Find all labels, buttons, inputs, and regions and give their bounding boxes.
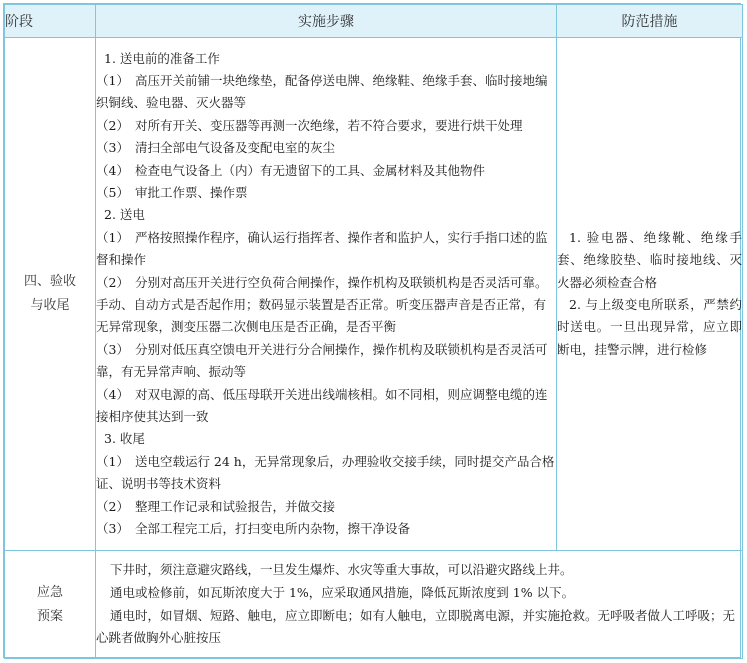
measures-cell-acceptance [557, 38, 743, 551]
item-number: （1） [96, 72, 129, 88]
emergency-paragraph: 通电或检修前，如瓦斯浓度大于 1%，应采取通风措施，降低瓦斯浓度到 1% 以下。 [110, 584, 575, 600]
item-text: 分别对高压开关进行空负荷合闸操作，操作机构及联锁机构是否灵活可靠。手动、自动方式是否起作用；数码显示装置是否正常。听变压器声音是否正常，有无异常现象，测变压器二次侧电压是否正确，是否平衡 [96, 274, 548, 335]
stage-label-line1: 四、验收 [23, 274, 76, 289]
item-text: 严格按照操作程序，确认运行指挥者、操作者和监护人，实行手指口述的监督和操作 [96, 229, 548, 268]
list-item [96, 227, 556, 272]
list-item [96, 70, 556, 115]
header-measures: 防范措施 [557, 5, 743, 38]
item-text: 对所有开关、变压器等再测一次绝缘，若不符合要求，要进行烘干处理 [134, 117, 523, 133]
stage-cell-emergency [5, 551, 96, 659]
emergency-plan-cell [96, 551, 743, 659]
section-title: 3. 收尾 [104, 431, 145, 447]
procedure-grid [4, 4, 743, 659]
stage-label-line2: 与收尾 [30, 298, 70, 313]
item-text: 审批工作票、操作票 [134, 184, 248, 200]
item-text: 整理工作记录和试验报告，并做交接 [134, 498, 335, 514]
section-title: 2. 送电 [104, 207, 145, 223]
list-item [96, 384, 556, 429]
item-text: 送电空载运行 24 h，无异常现象后，办理验收交接手续，同时提交产品合格证、说明书等技术资料 [96, 453, 555, 492]
list-item [96, 272, 556, 339]
stage-label-line1: 应急 [36, 584, 63, 600]
item-text: 高压开关前铺一块绝缘垫，配备停送电牌、绝缘鞋、绝缘手套、临时接地编织铜线、验电器、灭火器等 [96, 72, 548, 111]
item-number: （2） [96, 274, 129, 290]
section-title: 1. 送电前的准备工作 [104, 50, 220, 66]
list-item [96, 160, 556, 182]
list-item [96, 496, 556, 518]
list-item [96, 137, 556, 159]
item-number: （4） [96, 162, 129, 178]
list-item [96, 451, 556, 496]
list-item [96, 339, 556, 384]
item-text: 对双电源的高、低压母联开关进出线端核相。如不同相，则应调整电缆的连接相序使其达到一致 [96, 386, 548, 425]
measure-item: 2. 与上级变电所联系，严禁约时送电。一旦出现异常，应立即断电，挂警示牌，进行检修 [557, 297, 742, 357]
item-text: 分别对低压真空馈电开关进行分合闸操作，操作机构及联锁机构是否灵活可靠，有无异常声响、振动等 [96, 341, 548, 380]
stage-cell-acceptance [5, 38, 96, 551]
list-item [96, 518, 556, 540]
emergency-paragraph: 通电时，如冒烟、短路、触电，应立即断电；如有人触电，立即脱离电源，并实施抢救。无呼吸者做人工呼吸；无心跳者做胸外心脏按压 [96, 607, 736, 646]
item-number: （5） [96, 184, 129, 200]
item-number: （1） [96, 229, 129, 245]
header-stage: 阶段 [5, 5, 96, 38]
list-item [96, 115, 556, 137]
header-row [5, 5, 743, 38]
item-text: 检查电气设备上（内）有无遗留下的工具、金属材料及其他物件 [134, 162, 485, 178]
procedure-table [3, 3, 741, 658]
item-text: 全部工程完工后，打扫变电所内杂物，擦干净设备 [134, 521, 410, 537]
emergency-paragraph: 下井时，须注意避灾路线，一旦发生爆炸、水灾等重大事故，可以沿避灾路线上井。 [110, 562, 573, 578]
stage-label-line2: 预案 [36, 608, 63, 624]
list-item [96, 182, 556, 204]
header-steps: 实施步骤 [96, 5, 557, 38]
item-number: （2） [96, 117, 129, 133]
steps-cell-acceptance [96, 38, 557, 551]
item-number: （3） [96, 341, 129, 357]
item-number: （3） [96, 521, 129, 537]
item-text: 清扫全部电气设备及变配电室的灰尘 [134, 140, 335, 156]
item-number: （3） [96, 140, 129, 156]
acceptance-row [5, 38, 743, 551]
emergency-row [5, 551, 743, 659]
item-number: （4） [96, 386, 129, 402]
item-number: （1） [96, 453, 129, 469]
item-number: （2） [96, 498, 129, 514]
measure-item: 1. 验电器、绝缘靴、绝缘手套、绝缘胶垫、临时接地线、灭火器必须检查合格 [557, 229, 742, 290]
